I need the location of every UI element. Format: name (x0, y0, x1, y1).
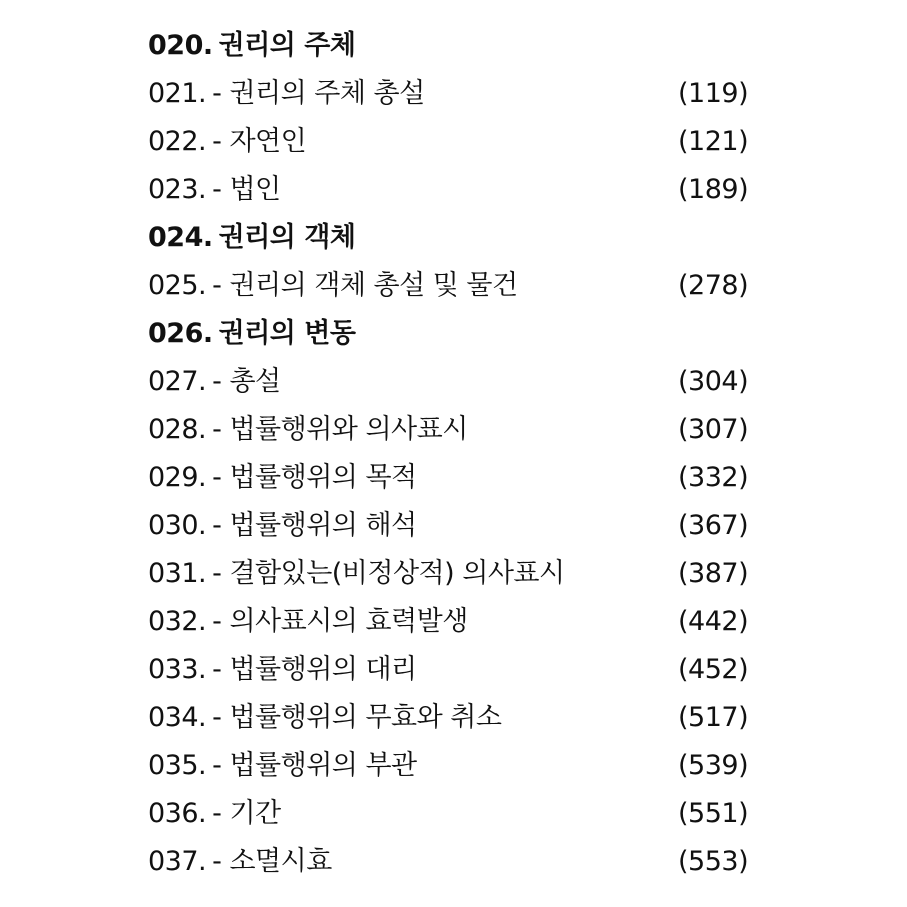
toc-number: 025. (148, 270, 207, 301)
toc-number: 031. (148, 558, 207, 589)
toc-title: - 소멸시효 (212, 846, 332, 877)
toc-entry (148, 550, 748, 598)
toc-entry (148, 646, 748, 694)
toc-number: 021. (148, 78, 207, 109)
toc-page: (304) (678, 366, 749, 397)
toc-entry (148, 502, 748, 550)
toc-title: - 법률행위의 부관 (212, 750, 417, 781)
toc-entry (148, 598, 748, 646)
toc-title: 권리의 객체 (218, 222, 356, 253)
toc-title: - 기간 (212, 798, 281, 829)
toc-page: (387) (678, 558, 749, 589)
toc-page: (189) (678, 174, 749, 205)
toc-title: - 권리의 객체 총설 및 물건 (212, 270, 518, 301)
toc-title: - 자연인 (212, 126, 307, 157)
toc-title: - 의사표시의 효력발생 (212, 606, 468, 637)
toc-number: 034. (148, 702, 207, 733)
toc-page: (442) (678, 606, 749, 637)
toc-entry (148, 358, 748, 406)
toc-entry (148, 118, 748, 166)
toc-number: 032. (148, 606, 207, 637)
toc-number: 035. (148, 750, 207, 781)
toc-title: - 총설 (212, 366, 281, 397)
toc-page: (278) (678, 270, 749, 301)
toc-title: 권리의 변동 (218, 318, 356, 349)
toc-number: 022. (148, 126, 207, 157)
toc-number: 023. (148, 174, 207, 205)
toc-page: (307) (678, 414, 749, 445)
toc-entry (148, 694, 748, 742)
toc-number: 027. (148, 366, 207, 397)
toc-page: (551) (678, 798, 749, 829)
toc-entry (148, 70, 748, 118)
toc-entry (148, 838, 748, 886)
toc-section-heading (148, 214, 748, 262)
toc-title: - 법률행위의 해석 (212, 510, 417, 541)
toc-section-heading (148, 22, 748, 70)
toc-page: (119) (678, 78, 749, 109)
toc-page: (517) (678, 702, 749, 733)
toc-number: 030. (148, 510, 207, 541)
toc-number: 026. (148, 318, 213, 349)
toc-number: 033. (148, 654, 207, 685)
toc-title: - 결함있는(비정상적) 의사표시 (212, 558, 565, 589)
toc-page: (121) (678, 126, 749, 157)
toc-number: 037. (148, 846, 207, 877)
toc-title: - 법률행위와 의사표시 (212, 414, 468, 445)
toc-entry (148, 406, 748, 454)
toc-entry (148, 262, 748, 310)
toc-number: 020. (148, 30, 213, 61)
toc-number: 029. (148, 462, 207, 493)
toc-title: - 법인 (212, 174, 281, 205)
toc-title: - 법률행위의 대리 (212, 654, 417, 685)
toc-number: 036. (148, 798, 207, 829)
toc-page: (367) (678, 510, 749, 541)
toc-page: (553) (678, 846, 749, 877)
toc-entry (148, 454, 748, 502)
table-of-contents (148, 22, 748, 886)
toc-number: 024. (148, 222, 213, 253)
toc-title: - 법률행위의 무효와 취소 (212, 702, 502, 733)
toc-page: (452) (678, 654, 749, 685)
toc-page: (332) (678, 462, 749, 493)
toc-page: (539) (678, 750, 749, 781)
toc-entry (148, 166, 748, 214)
toc-entry (148, 790, 748, 838)
toc-title: 권리의 주체 (218, 30, 356, 61)
toc-entry (148, 742, 748, 790)
toc-number: 028. (148, 414, 207, 445)
toc-section-heading (148, 310, 748, 358)
toc-title: - 권리의 주체 총설 (212, 78, 425, 109)
toc-title: - 법률행위의 목적 (212, 462, 417, 493)
